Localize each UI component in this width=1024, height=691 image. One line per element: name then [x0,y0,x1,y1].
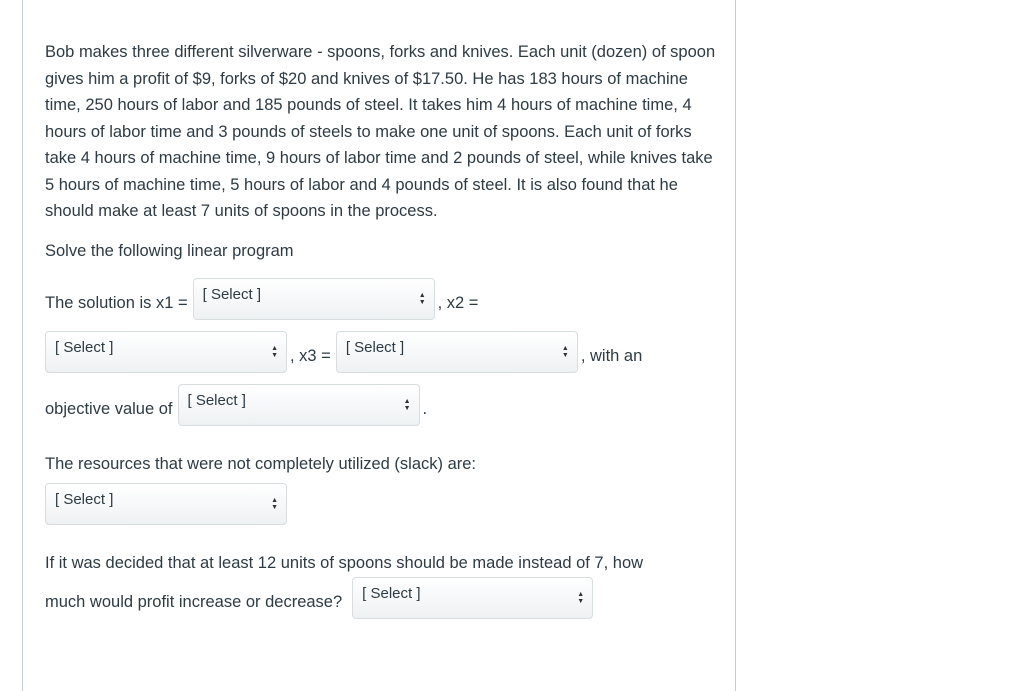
up-down-arrows-icon: ▲ ▼ [403,397,411,412]
up-down-arrows-icon: ▲ ▼ [418,291,426,306]
solution-suffix: , with an [580,347,643,365]
x2-select[interactable] [45,331,287,373]
up-down-arrows-icon: ▲ ▼ [271,496,278,511]
x3-label: , x3 = [290,347,331,365]
solution-row-3 [45,384,725,426]
profit-row [45,577,725,619]
slack-row [45,483,725,525]
objective-select[interactable] [178,384,420,426]
slack-select-value: [ Select ] [55,491,114,508]
objective-label: objective value of [45,400,173,418]
solution-prefix: The solution is x1 = [45,294,188,312]
instruction-text: Solve the following linear program [45,241,294,260]
solution-row-2 [45,331,725,373]
solution-row-1 [45,278,725,320]
profit-question-line-1: If it was decided that at least 12 units of spoons should be made instead of 7, how [45,553,644,572]
up-down-arrows-icon: ▲ ▼ [271,344,278,359]
profit-change-select[interactable] [352,577,593,619]
problem-statement: Bob makes three different silverware - spoons, forks and knives. Each unit (dozen) of spoon gives him a profit of $9, forks of $20 and knives of $17.50. He has 183 hours of machine time, 250 hours of labor and 185 pounds of steel. It takes him 4 hours of machine time, 4 hours of labor time and 3 pounds of steels to make one unit of spoons. Each unit of forks take 4 hours of machine time, 9 hours of labor time and 2 pounds of steel, while knives take 5 hours of machine time, 5 hours of labor and 4 pounds of steel. It is also found that he should make at least 7 units of spoons in the process. [45,43,716,220]
profit-question-line-2: much would profit increase or decrease? [45,593,343,611]
question-content [45,39,725,619]
up-down-arrows-icon: ▲ ▼ [577,590,585,605]
x1-select[interactable] [193,278,435,320]
objective-select-value: [ Select ] [187,392,246,409]
x2-select-value: [ Select ] [55,339,114,356]
x3-select[interactable] [336,331,578,373]
x3-select-value: [ Select ] [345,339,405,356]
objective-end: . [422,400,428,418]
x1-select-value: [ Select ] [202,286,261,303]
slack-select[interactable] [45,483,287,525]
up-down-arrows-icon: ▲ ▼ [561,344,569,359]
slack-question: The resources that were not completely utilized (slack) are: [45,454,477,473]
question-panel [22,0,736,691]
x2-label: , x2 = [437,294,479,312]
profit-change-select-value: [ Select ] [362,585,421,602]
